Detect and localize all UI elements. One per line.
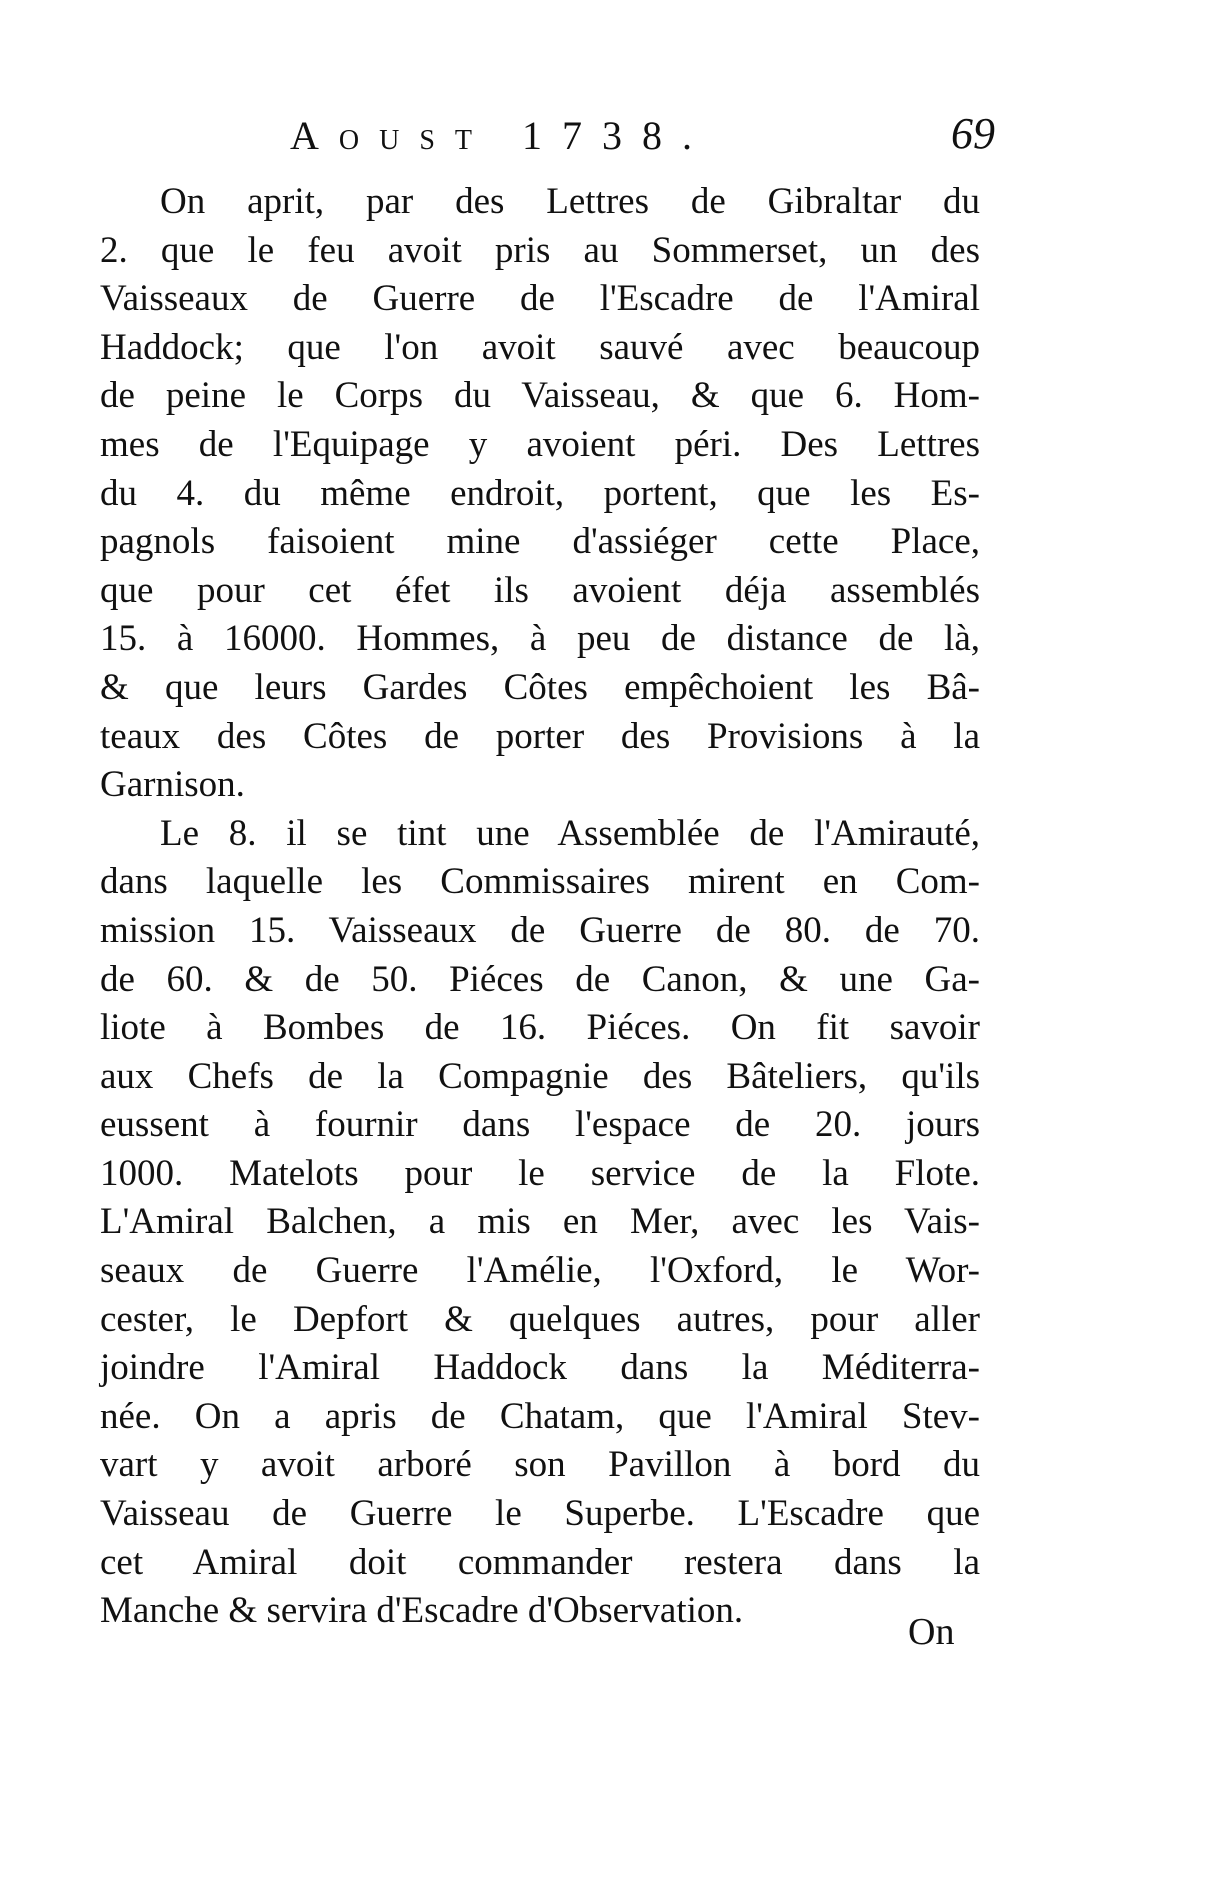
text-line: cet Amiral doit commander restera dans la (100, 1541, 980, 1583)
text-line: aux Chefs de la Compagnie des Bâteliers, qu'ils (100, 1055, 980, 1097)
text-line: & que leurs Gardes Côtes empêchoient les Bâ- (100, 666, 980, 708)
text-line: eussent à fournir dans l'espace de 20. jours (100, 1104, 980, 1146)
text-line: seaux de Guerre l'Amélie, l'Oxford, le Wor- (100, 1250, 980, 1292)
text-line: Haddock; que l'on avoit sauvé avec beaucoup (100, 326, 980, 368)
text-line: teaux des Côtes de porter des Provisions à la (100, 715, 980, 757)
text-line: de 60. & de 50. Piéces de Canon, & une Ga- (100, 958, 980, 1000)
text-line: née. On a apris de Chatam, que l'Amiral Stev- (100, 1395, 980, 1437)
text-line: L'Amiral Balchen, a mis en Mer, avec les Vais- (100, 1201, 980, 1243)
text-line: 2. que le feu avoit pris au Sommerset, un des (100, 229, 980, 271)
text-line: du 4. du même endroit, portent, que les Es- (100, 472, 980, 514)
text-line: joindre l'Amiral Haddock dans la Méditerra- (100, 1347, 980, 1389)
text-line: 1000. Matelots pour le service de la Flote. (100, 1152, 980, 1194)
page-number: 69 (951, 109, 995, 158)
text-line: dans laquelle les Commissaires mirent en Com- (100, 861, 980, 903)
text-line: mission 15. Vaisseaux de Guerre de 80. de 70. (100, 909, 980, 951)
text-line: On aprit, par des Lettres de Gibraltar du (160, 181, 980, 222)
text-line: cester, le Depfort & quelques autres, pour aller (100, 1298, 980, 1340)
text-line: Vaisseaux de Guerre de l'Escadre de l'Amiral (100, 278, 980, 320)
text-line: de peine le Corps du Vaisseau, & que 6. Hom- (100, 375, 980, 417)
text-line: Vaisseau de Guerre le Superbe. L'Escadre que (100, 1493, 980, 1535)
text-line: pagnols faisoient mine d'assiéger cette Place, (100, 521, 980, 563)
running-title: Aoust 1738. (290, 113, 713, 158)
text-line: que pour cet éfet ils avoient déja assemblés (100, 569, 980, 611)
text-line: Manche & servira d'Escadre d'Observation. (100, 1590, 744, 1632)
text-line: mes de l'Equipage y avoient péri. Des Lettres (100, 423, 980, 465)
text-line: vart y avoit arboré son Pavillon à bord du (100, 1444, 980, 1486)
body-text (100, 178, 980, 1636)
text-line: liote à Bombes de 16. Piéces. On fit savoir (100, 1007, 980, 1049)
text-line: Le 8. il se tint une Assemblée de l'Amirauté, (160, 812, 980, 854)
catchword: On (908, 1611, 955, 1653)
text-line: Garnison. (100, 764, 245, 806)
running-head (95, 109, 995, 172)
text-line: 15. à 16000. Hommes, à peu de distance de là, (100, 618, 980, 660)
